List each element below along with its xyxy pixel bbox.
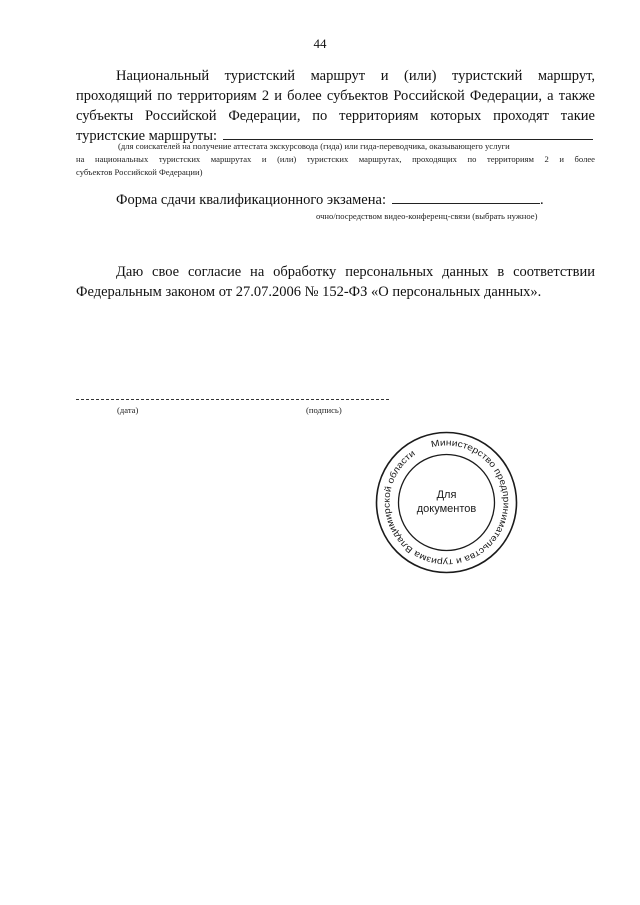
route-footnote-line-3: субъектов Российской Федерации) (76, 167, 203, 177)
route-footnote-line-1: (для соискателей на получение аттестата экскурсовода (гида) или гида-переводчика, оказывающего услуги (118, 141, 510, 151)
route-label: туристские маршруты: (76, 128, 217, 144)
date-label: (дата) (117, 405, 139, 415)
route-footnote (76, 140, 595, 179)
date-signature-line (76, 399, 389, 400)
stamp-text-line-1: Для (436, 489, 457, 501)
page-number: 44 (313, 36, 327, 51)
organization-stamp (373, 429, 520, 576)
exam-form-line (116, 190, 596, 210)
route-paragraph (76, 66, 595, 146)
consent-line-2: Федеральным законом от 27.07.2006 № 152-ФЗ «О персональных данных». (76, 284, 542, 300)
exam-form-hint: очно/посредством видео-конференц-связи (выбрать нужное) (316, 211, 538, 221)
signature-label: (подпись) (306, 405, 342, 415)
stamp-ring-text: Министерство предпринимательства и туризма Владимирской области (381, 437, 512, 568)
route-blank-line (223, 127, 593, 140)
route-footnote-line-2: на национальных туристских маршрутах и (или) туристских маршрутах, проходящих по территориям 2 и более (76, 154, 595, 164)
exam-form-end: . (539, 192, 544, 208)
route-paragraph-line-1: Национальный туристский маршрут и (или) туристский маршрут, (116, 68, 595, 84)
stamp-text-line-2: документов (416, 503, 477, 515)
consent-line-1: Даю свое согласие на обработку персональных данных в соответствии (116, 264, 595, 280)
exam-form-label: Форма сдачи квалификационного экзамена: (116, 192, 386, 208)
consent-paragraph (76, 262, 595, 302)
exam-form-blank-line (392, 191, 540, 204)
route-paragraph-line-2: проходящий по территориям 2 и более субъектов Российской Федерации, а также (76, 88, 595, 104)
route-paragraph-line-3: субъекты Российской Федерации, по территориям которых проходят такие (76, 108, 595, 124)
